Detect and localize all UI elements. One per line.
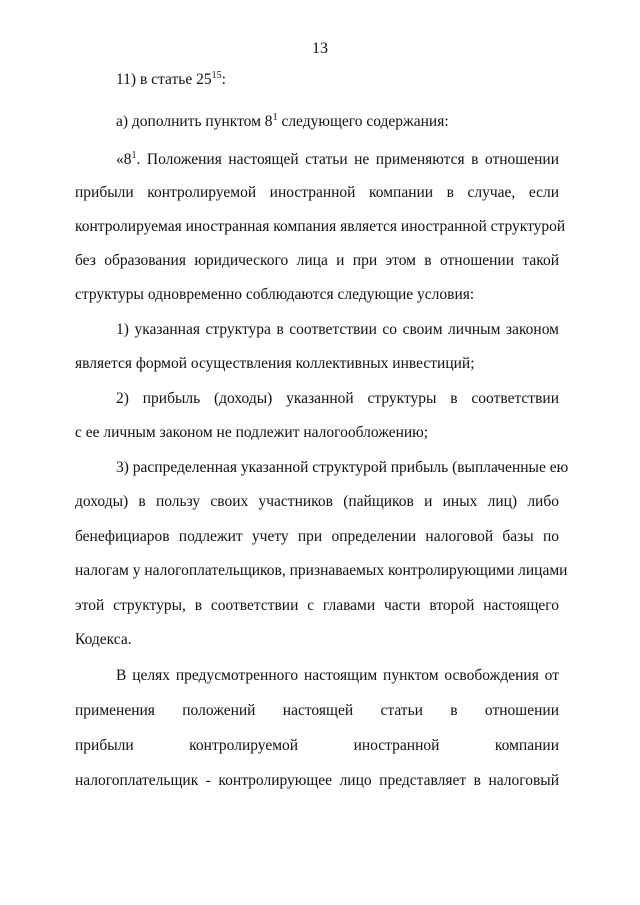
text-line: структуры одновременно соблюдаются следующие условия: — [75, 286, 475, 303]
paragraph-8-1-marker: «8 — [116, 151, 132, 168]
paragraph-8-1-superscript: 1 — [131, 149, 137, 161]
amendment-item-a — [116, 112, 449, 132]
item-11-superscript: 15 — [211, 69, 222, 81]
paragraph-8-1-text: . Положения настоящей статьи не применяются в отношении — [136, 151, 559, 168]
page-number: 13 — [312, 40, 328, 57]
item-11-text: 11) в статье 25 — [116, 71, 212, 88]
text-line: прибыли контролируемой иностранной компании — [75, 737, 559, 754]
text-line: Кодекса. — [75, 631, 132, 648]
item-11-colon: : — [221, 71, 226, 88]
paragraph-8-1-first-line — [116, 150, 559, 170]
text-line: применения положений настоящей статьи в отношении — [75, 702, 559, 719]
text-line: этой структуры, в соответствии с главами части второй настоящего — [75, 597, 559, 614]
condition-1-line: 1) указанная структура в соответствии со своим личным законом — [116, 321, 559, 338]
condition-2-line: 2) прибыль (доходы) указанной структуры в соответствии — [116, 390, 559, 407]
text-line: является формой осуществления коллективных инвестиций; — [75, 355, 475, 372]
text-line: бенефициаров подлежит учету при определении налоговой базы по — [75, 528, 559, 545]
exemption-paragraph-line: В целях предусмотренного настоящим пунктом освобождения от — [116, 667, 559, 684]
condition-3-line: 3) распределенная указанной структурой прибыль (выплаченные ею — [116, 459, 569, 476]
item-a-text: а) дополнить пунктом 8 — [116, 113, 273, 130]
text-line: доходы) в пользу своих участников (пайщиков и иных лиц) либо — [75, 493, 559, 510]
item-a-superscript: 1 — [272, 111, 278, 123]
amendment-item-11 — [116, 70, 226, 90]
text-line: прибыли контролируемой иностранной компании в случае, если — [75, 184, 559, 201]
text-line: без образования юридического лица и при этом в отношении такой — [75, 252, 559, 269]
text-line: налогоплательщик - контролирующее лицо представляет в налоговый — [75, 772, 559, 789]
text-line: налогам у налогоплательщиков, признаваемых контролирующими лицами — [75, 562, 568, 579]
text-line: контролируемая иностранная компания является иностранной структурой — [75, 218, 566, 235]
item-a-suffix: следующего содержания: — [277, 113, 449, 130]
text-line: с ее личным законом не подлежит налогообложению; — [75, 424, 429, 441]
